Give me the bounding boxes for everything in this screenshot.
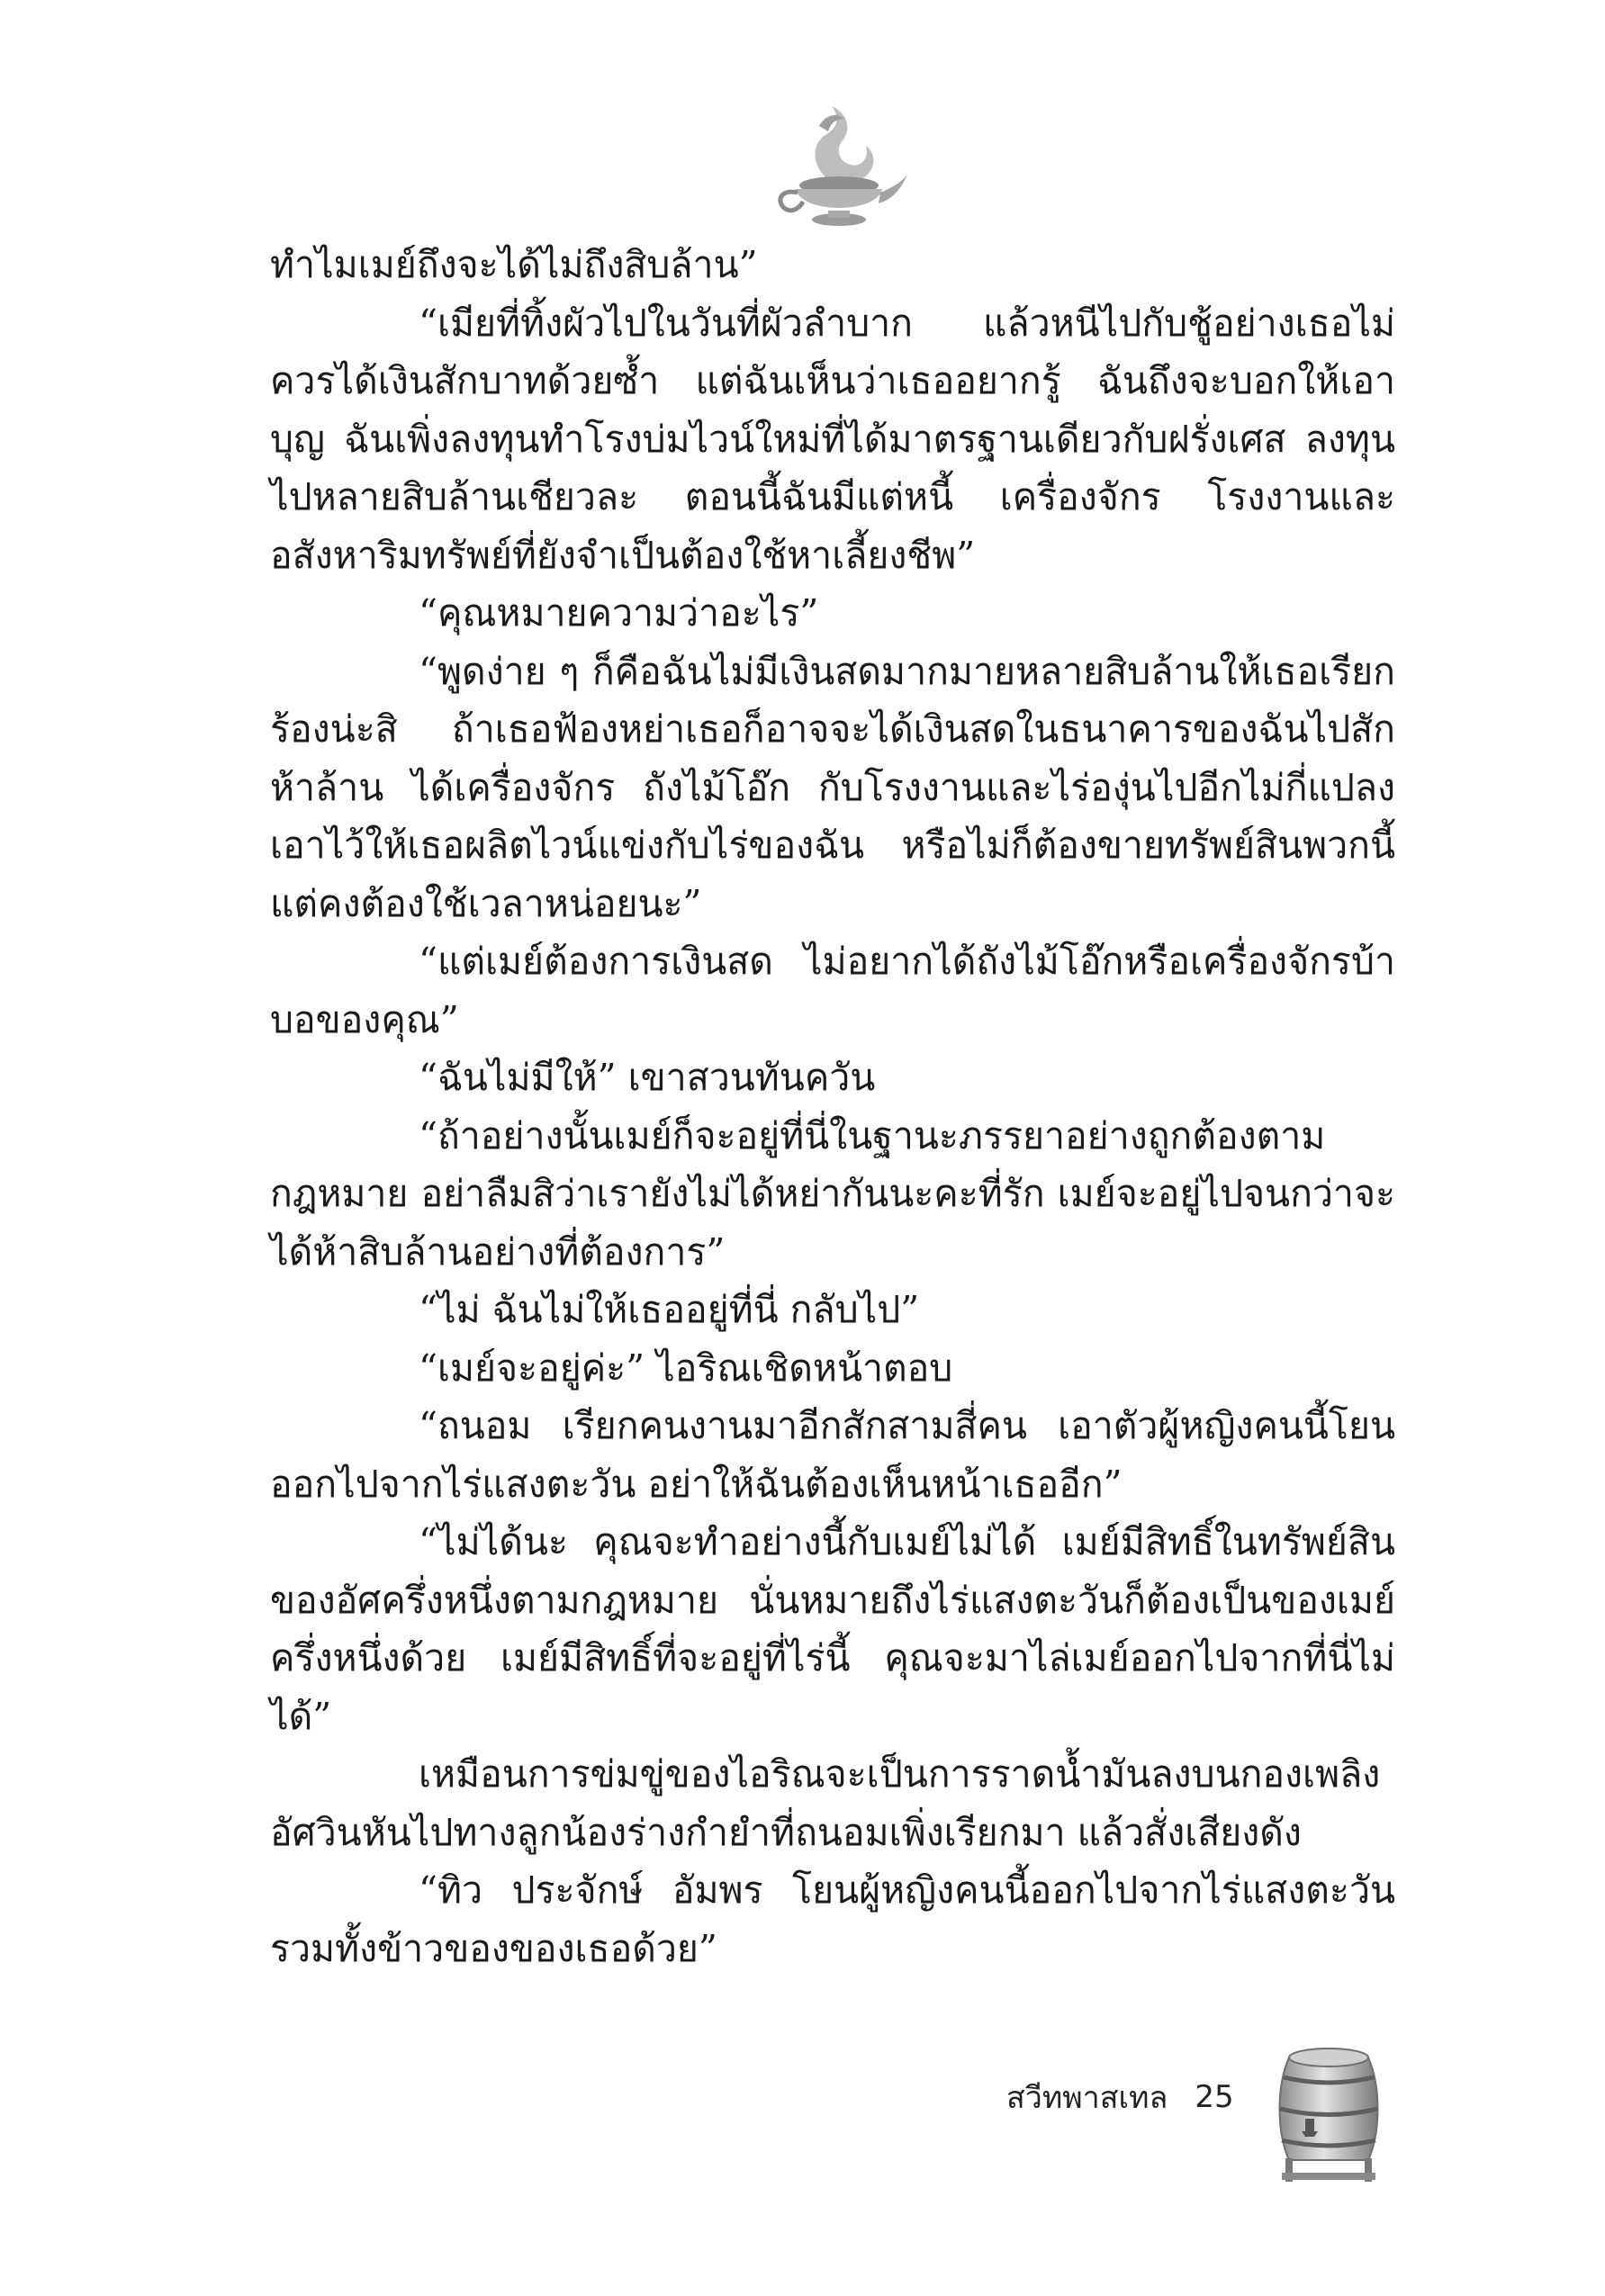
- paragraph-7: “ไม่ ฉันไม่ให้เธออยู่ที่นี่ กลับไป”: [419, 1288, 920, 1331]
- paragraph-5: “ฉันไม่มีให้” เขาสวนทันควัน: [419, 1056, 876, 1099]
- paragraph-4: “แต่เมย์ต้องการเงินสด ไม่อยากได้ถังไม้โอ๊กหรือเครื่องจักรบ้าบอของคุณ”: [270, 940, 1395, 1041]
- paragraph-6: “ถ้าอย่างนั้นเมย์ก็จะอยู่ที่นี่ในฐานะภรรยาอย่างถูกต้องตามกฎหมาย อย่าลืมสิว่าเรายังไม่ได้หย่ากันนะคะที่รัก เมย์จะอยู่ไปจนกว่าจะได้ห้าสิบล้านอย่างที่ต้องการ”: [270, 1113, 1395, 1274]
- paragraph-10: “ไม่ได้นะ คุณจะทำอย่างนี้กับเมย์ไม่ได้ เมย์มีสิทธิ์ในทรัพย์สินของอัศครึ่งหนึ่งตามกฎหมาย นั่นหมายถึงไร่แสงตะวันก็ต้องเป็นของเมย์ครึ่งหนึ่งด้วย เมย์มีสิทธิ์ที่จะอยู่ที่ไร่นี้ คุณจะมาไล่เมย์ออกไปจากที่นี่ไม่ได้”: [270, 1520, 1395, 1738]
- paragraph-12: “ทิว ประจักษ์ อัมพร โยนผู้หญิงคนนี้ออกไปจากไร่แสงตะวัน รวมทั้งข้าวของของเธอด้วย”: [270, 1868, 1395, 1970]
- paragraph-0: ทำไมเมย์ถึงจะได้ไม่ถึงสิบล้าน”: [270, 243, 758, 286]
- paragraph-8: “เมย์จะอยู่ค่ะ” ไอริณเชิดหน้าตอบ: [419, 1346, 953, 1390]
- page-number: 25: [1195, 2079, 1234, 2115]
- wine-barrel-icon: [1269, 2041, 1388, 2185]
- paragraph-2: “คุณหมายความว่าอะไร”: [419, 591, 819, 635]
- genie-lamp-icon: [756, 99, 909, 234]
- paragraph-3: “พูดง่าย ๆ ก็คือฉันไม่มีเงินสดมากมายหลายสิบล้านให้เธอเรียกร้องน่ะสิ ถ้าเธอฟ้องหย่าเธอก็อาจจะได้เงินสดในธนาคารของฉันไปสักห้าล้าน ได้เครื่องจักร ถังไม้โอ๊ก กับโรงงานและไร่องุ่นไปอีกไม่กี่แปลง เอาไว้ให้เธอผลิตไวน์แข่งกับไร่ของฉัน หรือไม่ก็ต้องขายทรัพย์สินพวกนี้ แต่คงต้องใช้เวลาหน่อยนะ”: [270, 649, 1395, 925]
- paragraph-1: “เมียที่ทิ้งผัวไปในวันที่ผัวลำบาก แล้วหนีไปกับชู้อย่างเธอไม่ควรได้เงินสักบาทด้วยซ้ำ แต่ฉันเห็นว่าเธออยากรู้ ฉันถึงจะบอกให้เอาบุญ ฉันเพิ่งลงทุนทำโรงบ่มไวน์ใหม่ที่ได้มาตรฐานเดียวกับฝรั่งเศส ลงทุนไปหลายสิบล้านเชียวละ ตอนนี้ฉันมีแต่หนี้ เครื่องจักร โรงงานและอสังหาริมทรัพย์ที่ยังจำเป็นต้องใช้หาเลี้ยงชีพ”: [270, 301, 1395, 577]
- paragraph-9: “ถนอม เรียกคนงานมาอีกสักสามสี่คน เอาตัวผู้หญิงคนนี้โยนออกไปจากไร่แสงตะวัน อย่าให้ฉันต้องเห็นหน้าเธออีก”: [270, 1404, 1395, 1506]
- paragraph-11: เหมือนการข่มขู่ของไอริณจะเป็นการราดน้ำมันลงบนกองเพลิง อัศวินหันไปทางลูกน้องร่างกำยำที่ถนอมเพิ่งเรียกมา แล้วสั่งเสียงดัง: [270, 1752, 1381, 1854]
- body-text: [270, 236, 1395, 1977]
- page-footer: [1006, 2070, 1234, 2124]
- book-title: สวีทพาสเทล: [1006, 2080, 1168, 2116]
